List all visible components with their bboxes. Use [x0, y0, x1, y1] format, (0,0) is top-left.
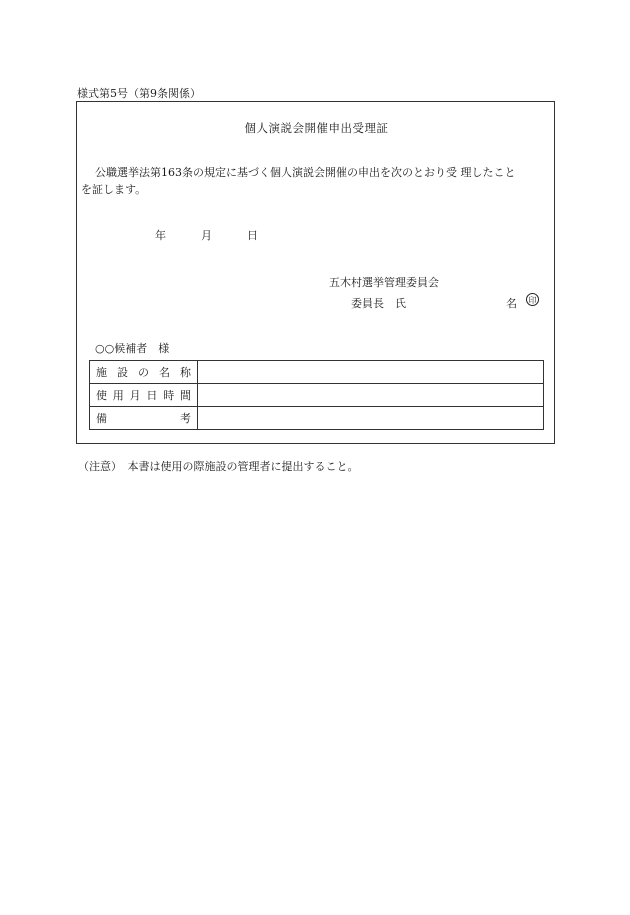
usage-datetime-label: 使用月日時間 — [90, 384, 198, 407]
usage-datetime-value[interactable] — [198, 384, 544, 407]
remarks-label: 備考 — [90, 407, 198, 430]
chair-name-label: 委員長 氏 — [351, 297, 406, 310]
remarks-value[interactable] — [198, 407, 544, 430]
date-month-label: 月 — [201, 229, 212, 242]
issuing-committee: 五木村選挙管理委員会 — [329, 276, 439, 289]
certificate-body-line-1: 公職選挙法第163条の規定に基づく個人演説会開催の申出を次のとおり受 理したこと — [95, 166, 516, 179]
addressee: ○○候補者 様 — [95, 342, 170, 355]
date-year-label: 年 — [155, 229, 166, 242]
issue-date — [155, 227, 258, 243]
seal-mark-icon: 印 — [526, 293, 539, 306]
name-suffix-label: 名 — [506, 297, 517, 310]
facility-info-table — [89, 360, 544, 430]
table-row — [90, 361, 544, 384]
certificate-frame — [76, 101, 555, 444]
form-number: 様式第5号（第9条関係） — [77, 87, 201, 100]
footer-note: （注意） 本書は使用の際施設の管理者に提出すること。 — [78, 460, 359, 473]
date-day-label: 日 — [247, 229, 258, 242]
facility-name-value[interactable] — [198, 361, 544, 384]
table-row — [90, 384, 544, 407]
certificate-body-line-2: を証します。 — [81, 183, 147, 196]
certificate-title: 個人演説会開催申出受理証 — [244, 121, 389, 135]
facility-name-label: 施設の名称 — [90, 361, 198, 384]
table-row — [90, 407, 544, 430]
